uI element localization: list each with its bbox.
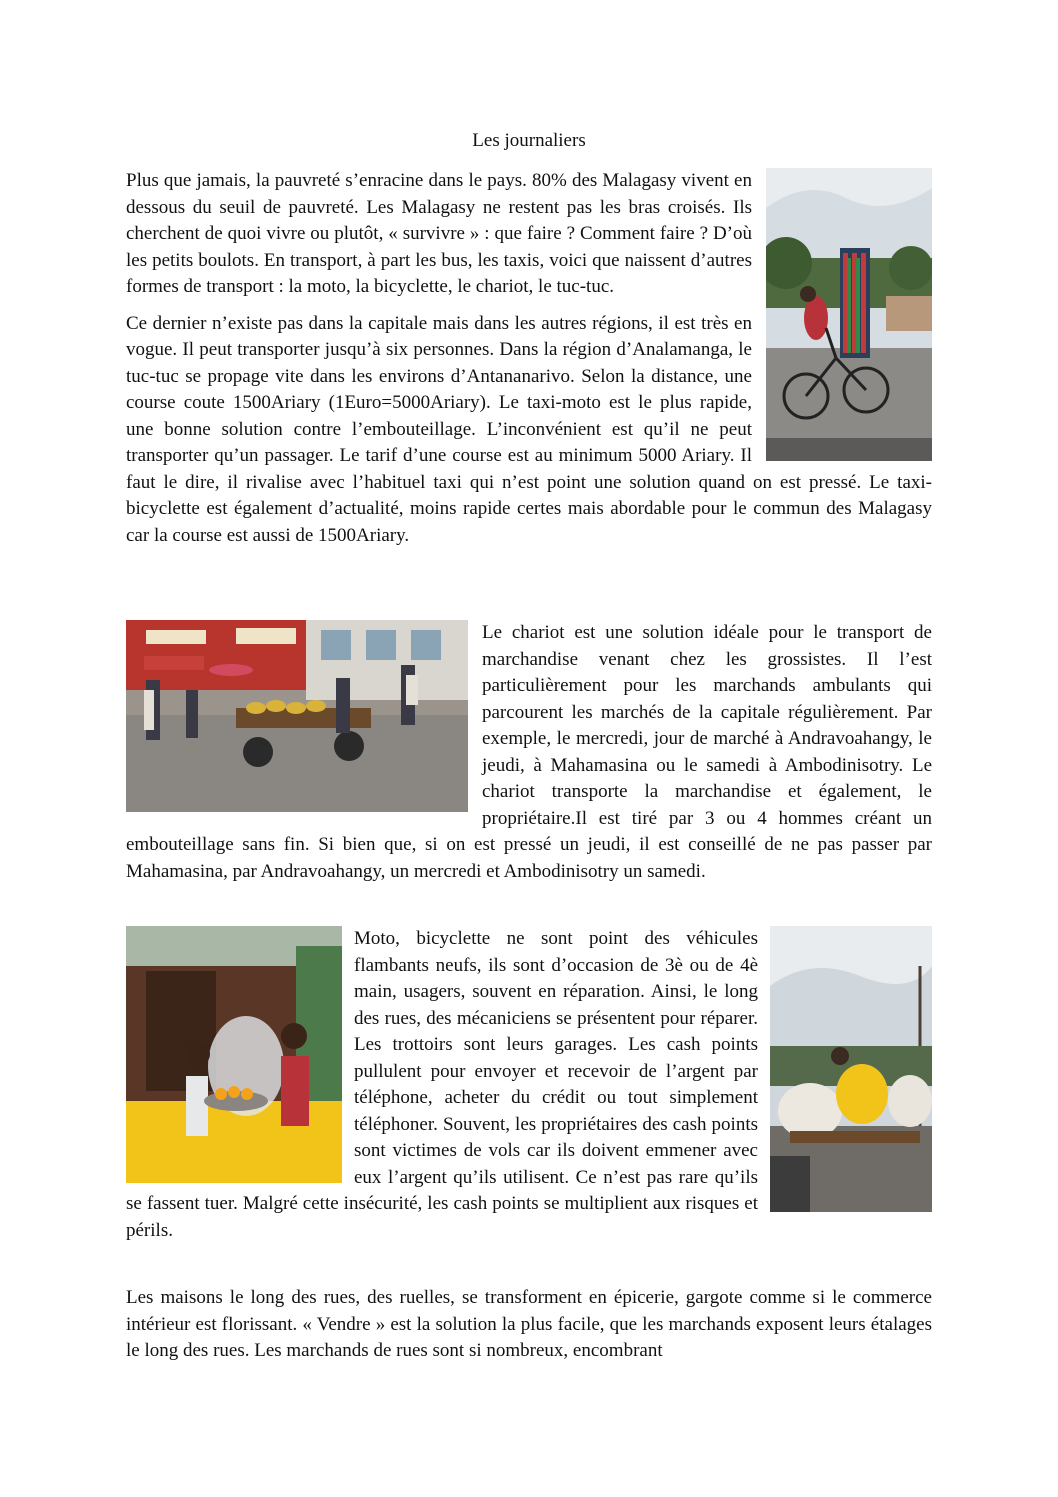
section-cash-points bbox=[126, 926, 932, 1244]
section-chariot bbox=[126, 620, 932, 885]
paragraph: Plus que jamais, la pauvreté s’enracine dans le pays. 80% des Malagasy vivent en dessous du seuil de pauvreté. Les Malagasy ne restent pas les bras croisés. Ils cherchent de quoi vivre ou plutôt, « survivre » : que faire ? Comment faire ? D’où les petits boulots. En transport, à part les bus, les taxis, voici que naissent d’autres formes de transport : la moto, la bicyclette, le chariot, le tuc-tuc. bbox=[126, 170, 752, 297]
section-transport bbox=[126, 168, 932, 549]
section-shops bbox=[126, 1285, 932, 1365]
paragraph: Moto, bicyclette ne sont point des véhicules flambants neufs, ils sont d’occasion de 3è ou de 4è main, usagers, souvent en réparation. Ainsi, le long des rues, des mécaniciens se présentent pour réparer. Les trottoirs sont leurs garages. Les cash points pullulent pour envoyer et recevoir de l’argent par téléphone, acheter du crédit ou tout simplement téléphoner. Souvent, les propriétaires des cash points sont victimes de vols car ils doivent emmener avec eux l’argent qu’ils utilisent. Ce n’est pas rare qu’ils se fassent tuer. Malgré cette insécurité, les cash points se multiplient aux risques et périls. bbox=[126, 928, 758, 1241]
market-cart-photo bbox=[126, 620, 468, 812]
street-vendors-photo bbox=[126, 926, 342, 1183]
paragraph: Les maisons le long des rues, des ruelles, se transforment en épicerie, gargote comme si le commerce intérieur est florissant. « Vendre » est la solution la plus facile, que les marchands exposent leurs étalages le long des rues. Les marchands de rues sont si nombreux, encombrant bbox=[126, 1287, 932, 1361]
paragraph: Le chariot est une solution idéale pour le transport de marchandise venant chez les grossistes. Il l’est particulièrement pour les marchands ambulants qui parcourent les marchés de la capitale régulièrement. Par exemple, le mercredi, jour de marché à Andravoahangy, le jeudi, à Mahamasina ou le samedi à Ambodinisotry. Le chariot transporte la marchandise et également, le propriétaire.Il est tiré par 3 ou 4 hommes créant un embouteillage sans fin. Si bien que, si on est pressé un jeudi, il est conseillé de ne pas passer par Mahamasina, par Andravoahangy, un mercredi et Ambodinisotry un samedi. bbox=[126, 622, 932, 882]
loaded-cart-photo bbox=[770, 926, 932, 1212]
bicycle-vendor-photo bbox=[766, 168, 932, 461]
paragraph: Ce dernier n’existe pas dans la capitale mais dans les autres régions, il est très en vogue. Il peut transporter jusqu’à six personnes. Dans la région d’Analamanga, le tuc-tuc se propage vite dans les environs d’Antananarivo. Selon la distance, une course coute 1500Ariary (1Euro=5000Ariary). Le taxi-moto est le plus rapide, une bonne solution contre l’embouteillage. L’inconvénient est qu’il ne peut transporter qu’un passager. Le tarif d’une course est au minimum 5000 Ariary. Il faut le dire, il rivalise avec l’habituel taxi qui n’est point une solution quand on est pressé. Le taxi-bicyclette est également d’actualité, moins rapide certes mais abordable pour le commun des Malagasy car la course est aussi de 1500Ariary. bbox=[126, 312, 932, 546]
page-title: Les journaliers bbox=[472, 130, 586, 151]
